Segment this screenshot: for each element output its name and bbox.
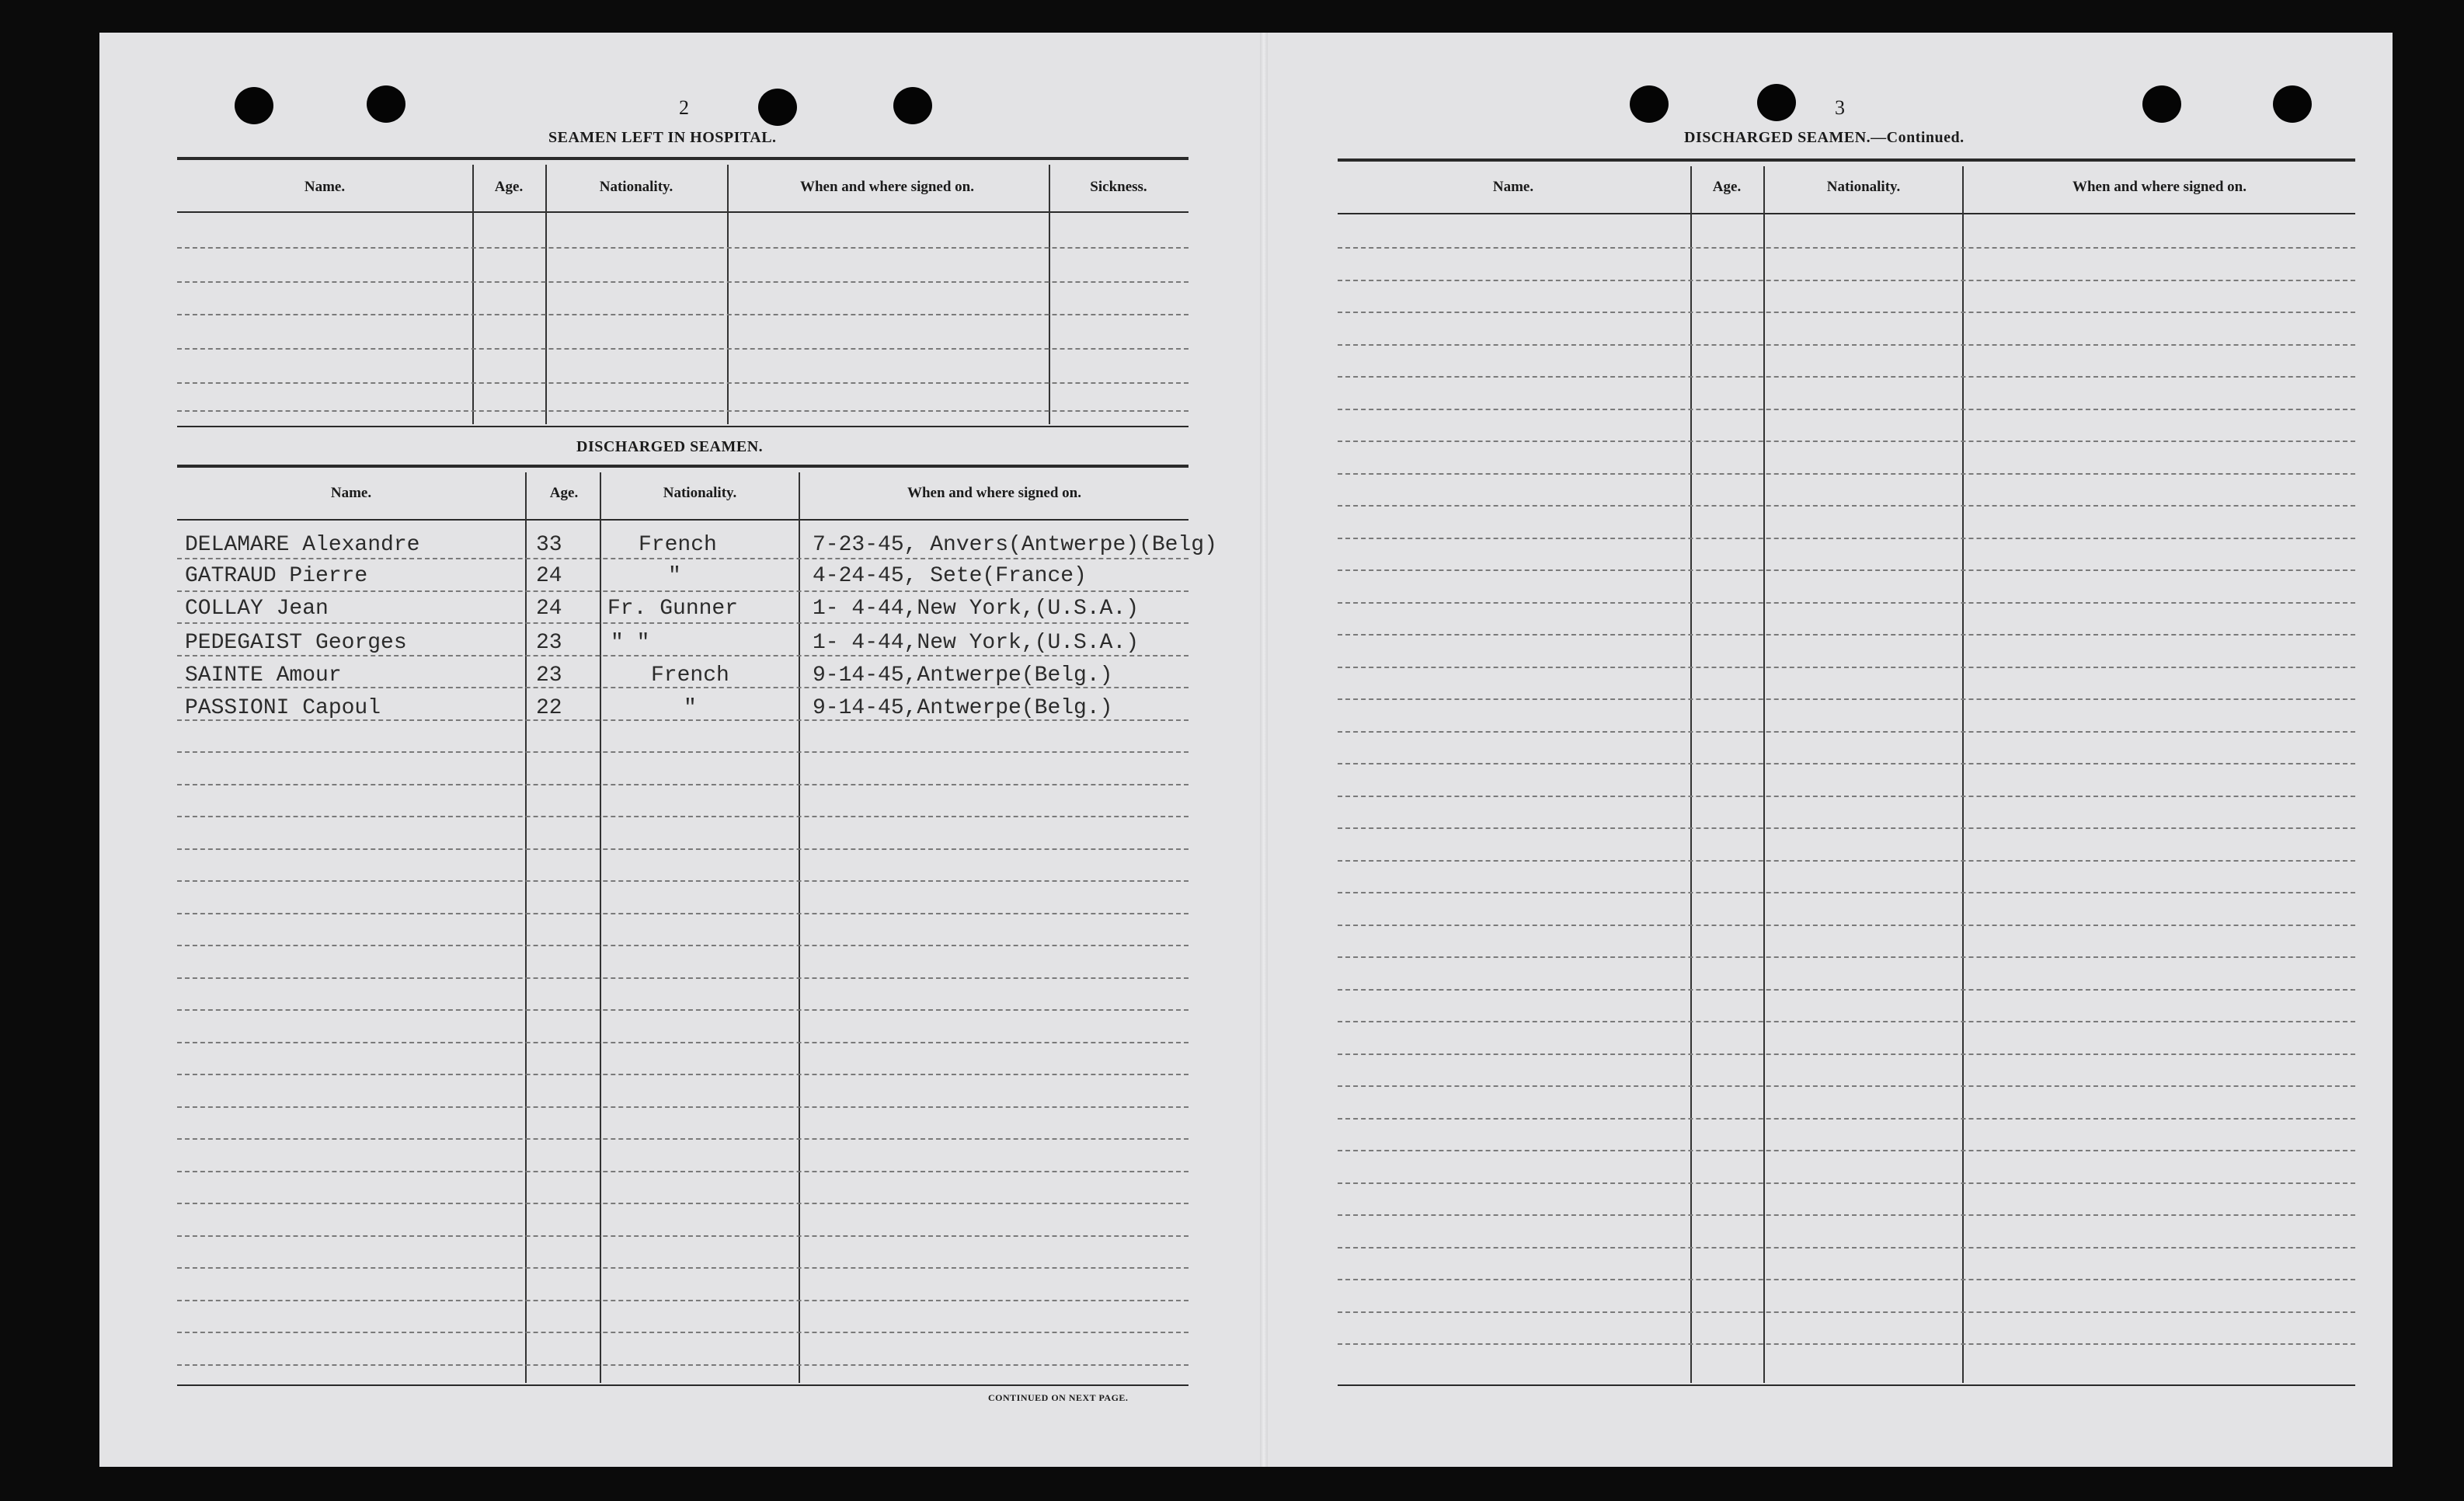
hospital-entry-line (177, 348, 1188, 350)
entry-line (177, 1106, 1188, 1108)
entry-line (1338, 1182, 2355, 1184)
seaman-age: 22 (536, 696, 562, 720)
discharged-col-age: Age. (549, 485, 579, 501)
discharged-section-title: DISCHARGED SEAMEN. (576, 438, 764, 455)
entry-line (1338, 505, 2355, 507)
entry-line (177, 1171, 1188, 1172)
hospital-col-sickness: Sickness. (1090, 179, 1147, 195)
entry-line (1338, 827, 2355, 829)
seaman-age: 24 (536, 564, 562, 588)
seaman-name: SAINTE Amour (185, 663, 342, 688)
discharged-col-name: Name. (330, 485, 372, 501)
hospital-entry-line (177, 382, 1188, 384)
entry-line (177, 1203, 1188, 1204)
hospital-col-nationality: Nationality. (599, 179, 673, 195)
entry-line (177, 1267, 1188, 1269)
punch-hole (1757, 84, 1796, 121)
entry-line (1338, 667, 2355, 668)
hospital-column-divider (545, 165, 547, 424)
continued-col-age: Age. (1712, 179, 1742, 195)
seaman-name: GATRAUD Pierre (185, 564, 368, 588)
entry-line (177, 1138, 1188, 1140)
seaman-nationality: " (684, 696, 697, 720)
discharged-col-signed-on: When and where signed on. (907, 485, 1081, 501)
punch-hole (2273, 85, 2312, 123)
seaman-age: 33 (536, 533, 562, 557)
entry-line (1338, 376, 2355, 378)
entry-line (1338, 538, 2355, 539)
hospital-entry-line (177, 314, 1188, 315)
seaman-signed-on: 1- 4-44,New York,(U.S.A.) (813, 631, 1140, 655)
center-fold (1260, 33, 1268, 1467)
hospital-column-divider (1049, 165, 1050, 424)
hospital-entry-line (177, 281, 1188, 283)
seaman-signed-on: 4-24-45, Sete(France) (813, 564, 1087, 588)
seaman-age: 23 (536, 663, 562, 688)
entry-line (1338, 1247, 2355, 1249)
punch-hole (235, 87, 273, 124)
seaman-signed-on: 1- 4-44,New York,(U.S.A.) (813, 597, 1140, 621)
punch-hole (758, 89, 797, 126)
entry-line (1338, 698, 2355, 700)
seaman-name: PEDEGAIST Georges (185, 631, 407, 655)
seaman-age: 23 (536, 631, 562, 655)
entry-line (177, 622, 1188, 624)
discharged-bottom-rule (177, 1384, 1188, 1386)
continued-column-divider (1763, 166, 1765, 1383)
punch-hole (1630, 85, 1669, 123)
entry-line (177, 1300, 1188, 1301)
seaman-nationality: " " (611, 631, 650, 655)
entry-line (177, 1332, 1188, 1333)
entry-line (1338, 312, 2355, 313)
hospital-bottom-rule (177, 426, 1188, 427)
entry-line (177, 1009, 1188, 1011)
discharged-header-rule (177, 519, 1188, 521)
entry-line (1338, 280, 2355, 281)
entry-line (1338, 1343, 2355, 1345)
entry-line (1338, 1279, 2355, 1280)
entry-line (1338, 247, 2355, 249)
continued-bottom-rule (1338, 1384, 2355, 1386)
entry-line (1338, 1085, 2355, 1087)
discharged-col-nationality: Nationality. (663, 485, 737, 501)
seaman-name: PASSIONI Capoul (185, 696, 381, 720)
hospital-entry-line (177, 247, 1188, 249)
entry-line (177, 1042, 1188, 1043)
continued-col-signed-on: When and where signed on. (2072, 179, 2246, 195)
continued-column-divider (1690, 166, 1692, 1383)
entry-line (177, 590, 1188, 592)
hospital-column-divider (727, 165, 729, 424)
hospital-top-rule (177, 157, 1188, 160)
discharged-continued-title: DISCHARGED SEAMEN.—Continued. (1684, 129, 1965, 146)
entry-line (1338, 634, 2355, 636)
entry-line (1338, 1150, 2355, 1151)
continued-header-rule (1338, 213, 2355, 214)
entry-line (1338, 796, 2355, 797)
hospital-col-name: Name. (304, 179, 346, 195)
discharged-column-divider (600, 472, 601, 1383)
entry-line (177, 1364, 1188, 1366)
entry-line (177, 913, 1188, 914)
entry-line (177, 558, 1188, 559)
entry-line (1338, 989, 2355, 991)
entry-line (1338, 473, 2355, 475)
entry-line (1338, 441, 2355, 442)
seaman-signed-on: 9-14-45,Antwerpe(Belg.) (813, 663, 1113, 688)
entry-line (1338, 925, 2355, 926)
entry-line (1338, 956, 2355, 958)
entry-line (177, 751, 1188, 753)
entry-line (177, 977, 1188, 979)
discharged-top-rule (177, 465, 1188, 468)
continued-note: CONTINUED ON NEXT PAGE. (988, 1392, 1129, 1403)
hospital-col-age: Age. (494, 179, 524, 195)
discharged-column-divider (525, 472, 527, 1383)
seaman-nationality: " (668, 564, 681, 588)
entry-line (1338, 409, 2355, 410)
hospital-column-divider (472, 165, 474, 424)
entry-line (1338, 569, 2355, 571)
entry-line (1338, 1053, 2355, 1055)
continued-col-name: Name. (1492, 179, 1534, 195)
entry-line (1338, 1118, 2355, 1120)
discharged-column-divider (799, 472, 800, 1383)
entry-line (1338, 1214, 2355, 1216)
entry-line (177, 1074, 1188, 1075)
seaman-signed-on: 9-14-45,Antwerpe(Belg.) (813, 696, 1113, 720)
seaman-nationality: French (639, 533, 717, 557)
entry-line (177, 816, 1188, 817)
entry-line (1338, 344, 2355, 346)
entry-line (1338, 602, 2355, 604)
seaman-nationality: French (651, 663, 729, 688)
entry-line (177, 945, 1188, 946)
hospital-entry-line (177, 410, 1188, 412)
continued-column-divider (1962, 166, 1964, 1383)
hospital-col-signed-on: When and where signed on. (799, 179, 974, 195)
seaman-signed-on: 7-23-45, Anvers(Antwerpe)(Belg) (813, 533, 1217, 557)
entry-line (1338, 860, 2355, 862)
continued-col-nationality: Nationality. (1826, 179, 1901, 195)
seaman-nationality: Fr. Gunner (607, 597, 739, 621)
page-number-left: 2 (679, 96, 689, 119)
seaman-name: COLLAY Jean (185, 597, 329, 621)
punch-hole (367, 85, 405, 123)
punch-hole (2142, 85, 2181, 123)
entry-line (177, 784, 1188, 785)
seaman-name: DELAMARE Alexandre (185, 533, 420, 557)
entry-line (1338, 892, 2355, 893)
hospital-section-title: SEAMEN LEFT IN HOSPITAL. (548, 129, 777, 146)
entry-line (1338, 731, 2355, 733)
entry-line (177, 1235, 1188, 1237)
hospital-header-rule (177, 211, 1188, 213)
seaman-age: 24 (536, 597, 562, 621)
continued-top-rule (1338, 158, 2355, 162)
entry-line (177, 880, 1188, 882)
entry-line (1338, 1311, 2355, 1313)
entry-line (177, 848, 1188, 850)
page-number-right: 3 (1835, 96, 1845, 119)
entry-line (177, 655, 1188, 656)
entry-line (1338, 763, 2355, 764)
entry-line (1338, 1021, 2355, 1022)
punch-hole (893, 87, 932, 124)
